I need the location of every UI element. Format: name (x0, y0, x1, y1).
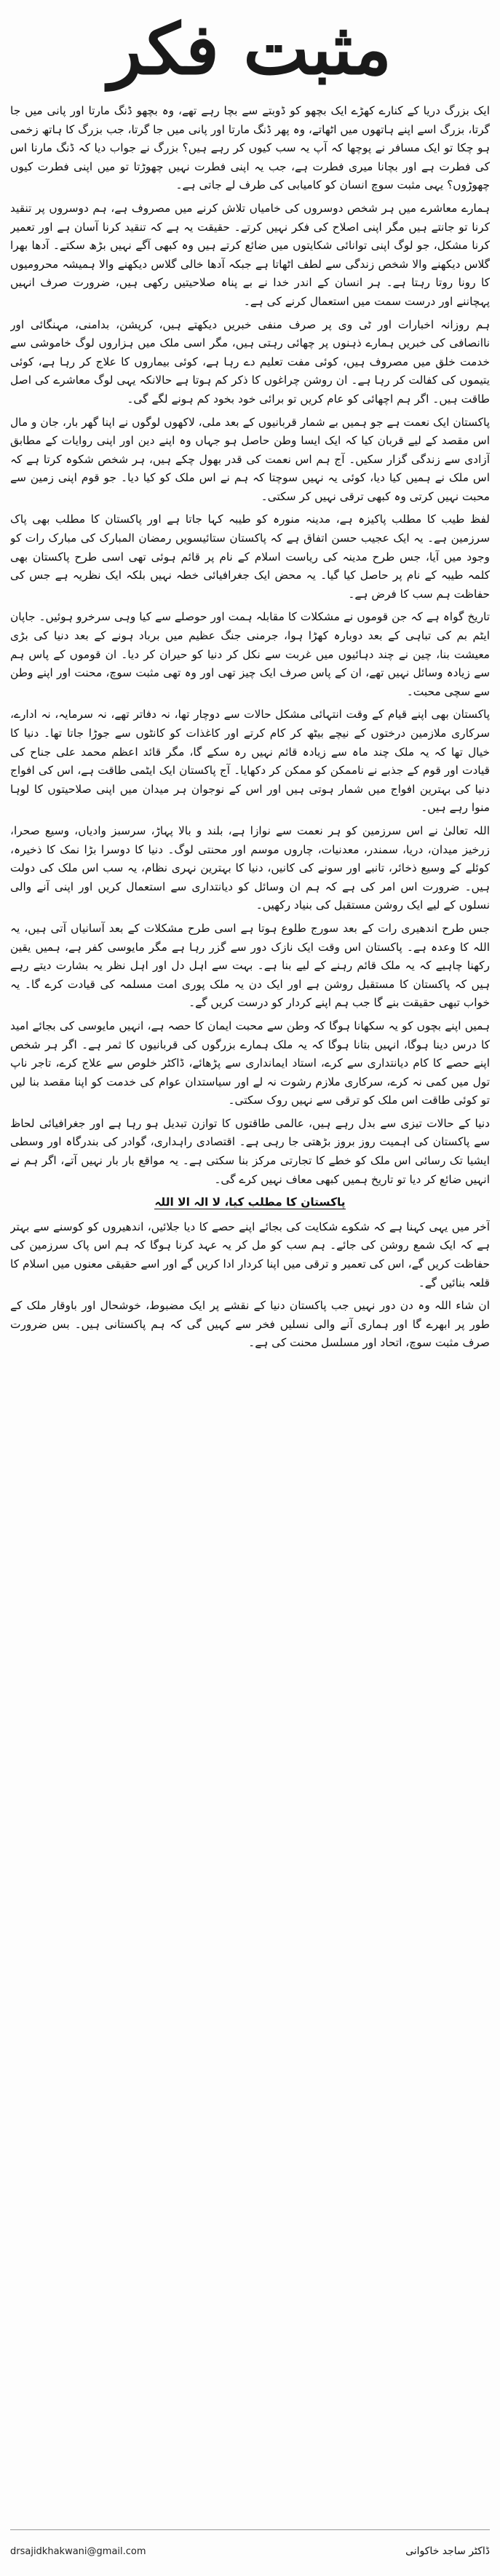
author-byline: ڈاکٹر ساجد خاکوانی (405, 2545, 490, 2557)
paragraph: پاکستان ایک نعمت ہے جو ہمیں بے شمار قربانیوں کے بعد ملی، لاکھوں لوگوں نے اپنا گھر بار، جان و مال اس مقصد کے لیے قربان کیا کہ ایک ایسا وطن حاصل ہو جہاں وہ اپنے دین اور اپنی روایات کے مطابق آزادی سے زندگی گزار سکیں۔ آج ہم اس نعمت کی قدر بھول چکے ہیں، ہر شخص شکوہ کرتا ہے کہ اس ملک نے ہمیں کیا دیا، کوئی یہ نہیں سوچتا کہ ہم نے اس ملک کو کیا دیا۔ جو قوم اپنی زمین سے محبت نہیں کرتی وہ کبھی ترقی نہیں کر سکتی۔ (10, 415, 490, 503)
paragraph: تاریخ گواہ ہے کہ جن قوموں نے مشکلات کا مقابلہ ہمت اور حوصلے سے کیا وہی سرخرو ہوئیں۔ جاپان ایٹم بم کی تباہی کے بعد دوبارہ کھڑا ہوا، جرمنی جنگ عظیم میں برباد ہونے کے بعد دنیا کی بڑی معیشت بنا، چین نے چند دہائیوں میں غربت سے نکل کر دنیا کو حیران کر دیا۔ ان قوموں کے پاس ہم سے زیادہ وسائل نہیں تھے، ان کے پاس صرف ایک چیز تھی اور وہ تھی مثبت سوچ، محنت اور اپنے وطن سے سچی محبت۔ (10, 610, 490, 698)
article-body (10, 102, 490, 2526)
paragraph: آخر میں یہی کہنا ہے کہ شکوے شکایت کی بجائے اپنے حصے کا دیا جلائیں، اندھیروں کو کوسنے سے بہتر ہے کہ ایک شمع روشن کی جائے۔ ہم سب کو مل کر یہ عہد کرنا ہوگا کہ ہم اس پاک سرزمین کی حفاظت کریں گے، اس کی تعمیر و ترقی میں اپنا کردار ادا کریں گے اور اسے حقیقی معنوں میں اسلام کا قلعہ بنائیں گے۔ (10, 1220, 490, 1289)
footer-divider (10, 2529, 490, 2530)
paragraph: لفظ طیب کا مطلب پاکیزہ ہے، مدینہ منورہ کو طیبہ کہا جاتا ہے اور پاکستان کا مطلب بھی پاک سرزمین ہے۔ یہ ایک عجیب حسن اتفاق ہے کہ پاکستان ستائیسویں رمضان المبارک کی مبارک رات کو وجود میں آیا، جس طرح مدینہ کی ریاست اسلام کے نام پر قائم ہوئی تھی اسی طرح پاکستان بھی کلمہ طیبہ کے نام پر حاصل کیا گیا۔ یہ محض ایک جغرافیائی خطہ نہیں بلکہ ایک نظریہ ہے جس کی حفاظت ہم سب کا فرض ہے۔ (10, 513, 490, 601)
paragraph: ایک بزرگ دریا کے کنارے کھڑے ایک بچھو کو ڈوبتے سے بچا رہے تھے، وہ بچھو ڈنگ مارتا اور پانی میں جا گرتا، بزرگ اسے اپنے ہاتھوں میں اٹھاتے، وہ پھر ڈنگ مارتا اور پانی میں جا گرتا، جب بزرگ کا ہاتھ زخمی ہو چکا تو ایک مسافر نے پوچھا کہ آپ یہ سب کیوں کر رہے ہیں؟ بزرگ نے جواب دیا کہ ڈنگ مارنا اس کی فطرت ہے اور بچانا میری فطرت ہے، جب یہ اپنی فطرت نہیں چھوڑتا تو میں اپنی فطرت کیوں چھوڑوں؟ یہی مثبت سوچ انسان کو کامیابی کی طرف لے جاتی ہے۔ (10, 104, 490, 192)
paragraph: ہم روزانہ اخبارات اور ٹی وی پر صرف منفی خبریں دیکھتے ہیں، کرپشن، بدامنی، مہنگائی اور ناانصافی کی خبریں ہمارے ذہنوں پر چھائی رہتی ہیں، مگر اسی ملک میں ہزاروں لوگ خاموشی سے خدمت خلق میں مصروف ہیں، کوئی مفت تعلیم دے رہا ہے، کوئی بیماروں کا علاج کر رہا ہے، کوئی یتیموں کی کفالت کر رہا ہے۔ ان روشن چراغوں کا ذکر کم ہوتا ہے حالانکہ یہی لوگ معاشرے کی اصل طاقت ہیں۔ اگر ہم اچھائی کو عام کریں تو برائی خود بخود کم ہونے لگے گی۔ (10, 317, 490, 406)
column-footer (10, 2535, 490, 2567)
paragraph: جس طرح اندھیری رات کے بعد سورج طلوع ہوتا ہے اسی طرح مشکلات کے بعد آسانیاں آتی ہیں، یہ اللہ کا وعدہ ہے۔ پاکستان اس وقت ایک نازک دور سے گزر رہا ہے مگر مایوسی کفر ہے، ہمیں یقین رکھنا چاہیے کہ یہ ملک قائم رہنے کے لیے بنا ہے۔ بہت سے اہل دل اور اہل نظر یہ بشارت دیتے رہے ہیں کہ پاکستان کا مستقبل روشن ہے اور ایک دن یہ ملک پوری امت مسلمہ کی قیادت کرے گا۔ یہ خواب تبھی حقیقت بنے گا جب ہم اپنے کردار کو درست کریں گے۔ (10, 921, 490, 1010)
paragraph: اللہ تعالیٰ نے اس سرزمین کو ہر نعمت سے نوازا ہے، بلند و بالا پہاڑ، سرسبز وادیاں، وسیع صحرا، زرخیز میدان، دریا، سمندر، معدنیات، چاروں موسم اور محنتی لوگ۔ دنیا کا دوسرا بڑا نمک کا ذخیرہ، کوئلے کے وسیع ذخائر، تانبے اور سونے کی کانیں، دنیا کا بہترین نہری نظام، یہ سب اس ملک کی دولت ہیں۔ ضرورت اس امر کی ہے کہ ہم ان وسائل کو دیانتداری سے استعمال کریں اور اپنی آنے والی نسلوں کے لیے ایک روشن مستقبل کی بنیاد رکھیں۔ (10, 823, 490, 912)
paragraph: ہمیں اپنے بچوں کو یہ سکھانا ہوگا کہ وطن سے محبت ایمان کا حصہ ہے، انہیں مایوسی کی بجائے امید کا درس دینا ہوگا، انہیں بتانا ہوگا کہ یہ ملک ہمارے بزرگوں کی قربانیوں کا ثمر ہے۔ اگر ہر شخص اپنے حصے کا کام دیانتداری سے کرے، استاد ایمانداری سے پڑھائے، ڈاکٹر خلوص سے علاج کرے، تاجر ناپ تول میں کمی نہ کرے، سرکاری ملازم رشوت نہ لے اور سیاستدان عوام کی خدمت کو اپنا مقصد بنا لیں تو کوئی طاقت اس ملک کو ترقی سے نہیں روک سکتی۔ (10, 1019, 490, 1107)
column-header (0, 6, 500, 93)
paragraph: دنیا کے حالات تیزی سے بدل رہے ہیں، عالمی طاقتوں کا توازن تبدیل ہو رہا ہے اور جغرافیائی لحاظ سے پاکستان کی اہمیت روز بروز بڑھتی جا رہی ہے۔ اقتصادی راہداری، گوادر کی بندرگاہ اور وسطی ایشیا تک رسائی اس ملک کو خطے کا تجارتی مرکز بنا سکتی ہے۔ یہ مواقع بار بار نہیں آتے، اگر ہم نے انہیں ضائع کر دیا تو تاریخ ہمیں کبھی معاف نہیں کرے گی۔ (10, 1116, 490, 1186)
column-title: مثبت فکر (108, 8, 392, 90)
paragraph: ہمارے معاشرے میں ہر شخص دوسروں کی خامیاں تلاش کرنے میں مصروف ہے، ہم دوسروں پر تنقید کرنا تو جانتے ہیں مگر اپنی اصلاح کی فکر نہیں کرتے۔ حقیقت یہ ہے کہ تنقید کرنا آسان ہے اور تعمیر کرنا مشکل، جو لوگ اپنی توانائی شکایتوں میں ضائع کرتے ہیں وہ کبھی آگے نہیں بڑھ سکتے۔ آدھا بھرا گلاس دیکھنے والا شخص زندگی سے لطف اٹھاتا ہے جبکہ آدھا خالی گلاس دیکھنے والا ہمیشہ محرومیوں کا رونا روتا رہتا ہے۔ ہر انسان کے اندر خدا نے بے پناہ صلاحیتیں رکھی ہیں، ضرورت صرف انہیں پہچاننے اور درست سمت میں استعمال کرنے کی ہے۔ (10, 201, 490, 308)
slogan-callout (10, 1193, 490, 1212)
author-email[interactable]: drsajidkhakwani@gmail.com (10, 2545, 146, 2557)
paragraph: پاکستان بھی اپنے قیام کے وقت انتہائی مشکل حالات سے دوچار تھا، نہ دفاتر تھے، نہ سرمایہ، نہ ادارے، سرکاری ملازمین درختوں کے نیچے بیٹھ کر کام کرتے اور کاغذات کو کانٹوں سے جوڑا جاتا تھا۔ دنیا کا خیال تھا کہ یہ ملک چند ماہ سے زیادہ قائم نہیں رہ سکے گا، مگر قائد اعظم محمد علی جناح کی قیادت اور قوم کے جذبے نے ناممکن کو ممکن کر دکھایا۔ آج پاکستان ایک ایٹمی طاقت ہے، اس کی افواج دنیا کی بہترین افواج میں شمار ہوتی ہیں اور اس کے نوجوان ہر میدان میں اپنی صلاحیتوں کا لوہا منوا رہے ہیں۔ (10, 708, 490, 815)
slogan-text: پاکستان کا مطلب کیا، لا الہ الا اللہ (154, 1196, 346, 1209)
closing-paragraph: ان شاء اللہ وہ دن دور نہیں جب پاکستان دنیا کے نقشے پر ایک مضبوط، خوشحال اور باوقار ملک کے طور پر ابھرے گا اور ہماری آنے والی نسلیں فخر سے کہیں گی کہ ہم پاکستانی ہیں۔ بس ضرورت صرف مثبت سوچ، اتحاد اور مسلسل محنت کی ہے۔ (10, 1299, 490, 1350)
